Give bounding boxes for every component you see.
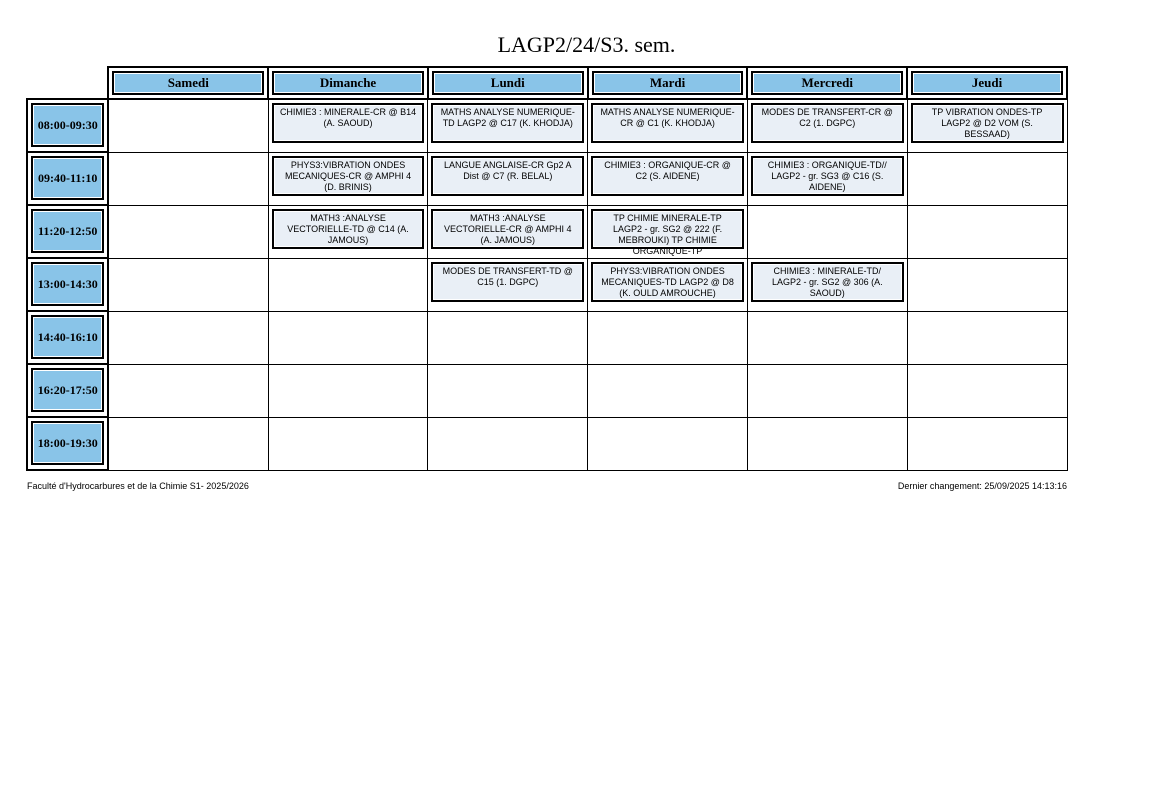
- schedule-cell: [268, 364, 428, 417]
- day-header-dimanche: [268, 67, 428, 99]
- schedule-cell: [588, 205, 748, 258]
- schedule-cell: [907, 417, 1067, 470]
- schedule-cell: [428, 258, 588, 311]
- day-header-mardi: [588, 67, 748, 99]
- day-label: Mardi: [592, 71, 744, 95]
- time-slot-row: [27, 311, 1067, 364]
- footer-last-change: Dernier changement: 25/09/2025 14:13:16: [897, 481, 1067, 491]
- time-label: 11:20-12:50: [31, 209, 104, 253]
- time-label: 09:40-11:10: [31, 156, 104, 200]
- schedule-cell: [747, 417, 907, 470]
- time-label: 16:20-17:50: [31, 368, 104, 412]
- course-entry: MATHS ANALYSE NUMERIQUE-CR @ C1 (K. KHODJA): [591, 103, 744, 143]
- course-entry: MATH3 :ANALYSE VECTORIELLE-CR @ AMPHI 4 (A. JAMOUS): [431, 209, 584, 249]
- day-header-jeudi: [907, 67, 1067, 99]
- time-cell: [27, 152, 108, 205]
- day-label: Samedi: [112, 71, 264, 95]
- course-entry: CHIMIE3 : ORGANIQUE-TD// LAGP2 - gr. SG3 @ C16 (S. AIDENE): [751, 156, 904, 196]
- time-cell: [27, 364, 108, 417]
- time-cell: [27, 205, 108, 258]
- schedule-cell: [428, 205, 588, 258]
- day-header-mercredi: [747, 67, 907, 99]
- schedule-cell: [108, 99, 268, 152]
- day-label: Jeudi: [911, 71, 1063, 95]
- time-cell: [27, 99, 108, 152]
- time-slot-row: [27, 417, 1067, 470]
- time-cell: [27, 417, 108, 470]
- schedule-cell: [268, 417, 428, 470]
- schedule-cell: [428, 364, 588, 417]
- timetable: [26, 66, 1068, 471]
- schedule-cell: [907, 205, 1067, 258]
- time-slot-row: [27, 205, 1067, 258]
- schedule-cell: [588, 311, 748, 364]
- time-slot-row: [27, 152, 1067, 205]
- time-slot-row: [27, 99, 1067, 152]
- time-cell: [27, 258, 108, 311]
- schedule-cell: [907, 258, 1067, 311]
- schedule-cell: [747, 258, 907, 311]
- day-label: Mercredi: [751, 71, 903, 95]
- course-entry: CHIMIE3 : ORGANIQUE-CR @ C2 (S. AIDENE): [591, 156, 744, 196]
- course-entry: PHYS3:VIBRATION ONDES MECANIQUES-CR @ AMPHI 4 (D. BRINIS): [272, 156, 425, 196]
- timetable-body: [27, 99, 1067, 470]
- schedule-cell: [108, 205, 268, 258]
- course-entry: CHIMIE3 : MINERALE-TD/ LAGP2 - gr. SG2 @ 306 (A. SAOUD): [751, 262, 904, 302]
- day-label: Lundi: [432, 71, 584, 95]
- schedule-cell: [588, 364, 748, 417]
- day-header-samedi: [108, 67, 268, 99]
- course-entry: TP VIBRATION ONDES-TP LAGP2 @ D2 VOM (S. BESSAAD): [911, 103, 1064, 143]
- schedule-cell: [108, 152, 268, 205]
- schedule-cell: [108, 417, 268, 470]
- schedule-cell: [268, 258, 428, 311]
- schedule-cell: [108, 311, 268, 364]
- schedule-cell: [907, 364, 1067, 417]
- schedule-cell: [108, 364, 268, 417]
- time-cell: [27, 311, 108, 364]
- course-entry: TP CHIMIE MINERALE-TP LAGP2 - gr. SG2 @ 222 (F. MEBROUKI) TP CHIMIE ORGANIQUE-TP: [591, 209, 744, 249]
- schedule-cell: [268, 99, 428, 152]
- schedule-cell: [747, 364, 907, 417]
- course-entry: MODES DE TRANSFERT-TD @ C15 (1. DGPC): [431, 262, 584, 302]
- schedule-cell: [268, 205, 428, 258]
- schedule-cell: [268, 311, 428, 364]
- time-label: 18:00-19:30: [31, 421, 104, 465]
- day-header-lundi: [428, 67, 588, 99]
- schedule-cell: [588, 258, 748, 311]
- schedule-cell: [588, 417, 748, 470]
- time-slot-row: [27, 364, 1067, 417]
- time-label: 13:00-14:30: [31, 262, 104, 306]
- course-entry: MODES DE TRANSFERT-CR @ C2 (1. DGPC): [751, 103, 904, 143]
- day-header-row: [27, 67, 1067, 99]
- schedule-cell: [428, 99, 588, 152]
- schedule-cell: [428, 311, 588, 364]
- schedule-cell: [268, 152, 428, 205]
- day-label: Dimanche: [272, 71, 424, 95]
- schedule-cell: [747, 311, 907, 364]
- footer-faculty: Faculté d'Hydrocarbures et de la Chimie S1- 2025/2026: [27, 481, 249, 491]
- schedule-cell: [588, 99, 748, 152]
- course-entry: MATHS ANALYSE NUMERIQUE-TD LAGP2 @ C17 (K. KHODJA): [431, 103, 584, 143]
- schedule-cell: [428, 417, 588, 470]
- schedule-cell: [907, 99, 1067, 152]
- course-entry: CHIMIE3 : MINERALE-CR @ B14 (A. SAOUD): [272, 103, 425, 143]
- course-entry: LANGUE ANGLAISE-CR Gp2 A Dist @ C7 (R. BELAL): [431, 156, 584, 196]
- schedule-cell: [588, 152, 748, 205]
- course-entry: PHYS3:VIBRATION ONDES MECANIQUES-TD LAGP2 @ D8 (K. OULD AMROUCHE): [591, 262, 744, 302]
- schedule-cell: [907, 152, 1067, 205]
- corner-cell: [27, 67, 108, 99]
- time-slot-row: [27, 258, 1067, 311]
- time-label: 14:40-16:10: [31, 315, 104, 359]
- schedule-cell: [747, 205, 907, 258]
- schedule-cell: [747, 99, 907, 152]
- schedule-cell: [907, 311, 1067, 364]
- schedule-cell: [428, 152, 588, 205]
- course-entry: MATH3 :ANALYSE VECTORIELLE-TD @ C14 (A. JAMOUS): [272, 209, 425, 249]
- schedule-cell: [747, 152, 907, 205]
- page-title: LAGP2/24/S3. sem.: [497, 32, 676, 57]
- time-label: 08:00-09:30: [31, 103, 104, 147]
- schedule-cell: [108, 258, 268, 311]
